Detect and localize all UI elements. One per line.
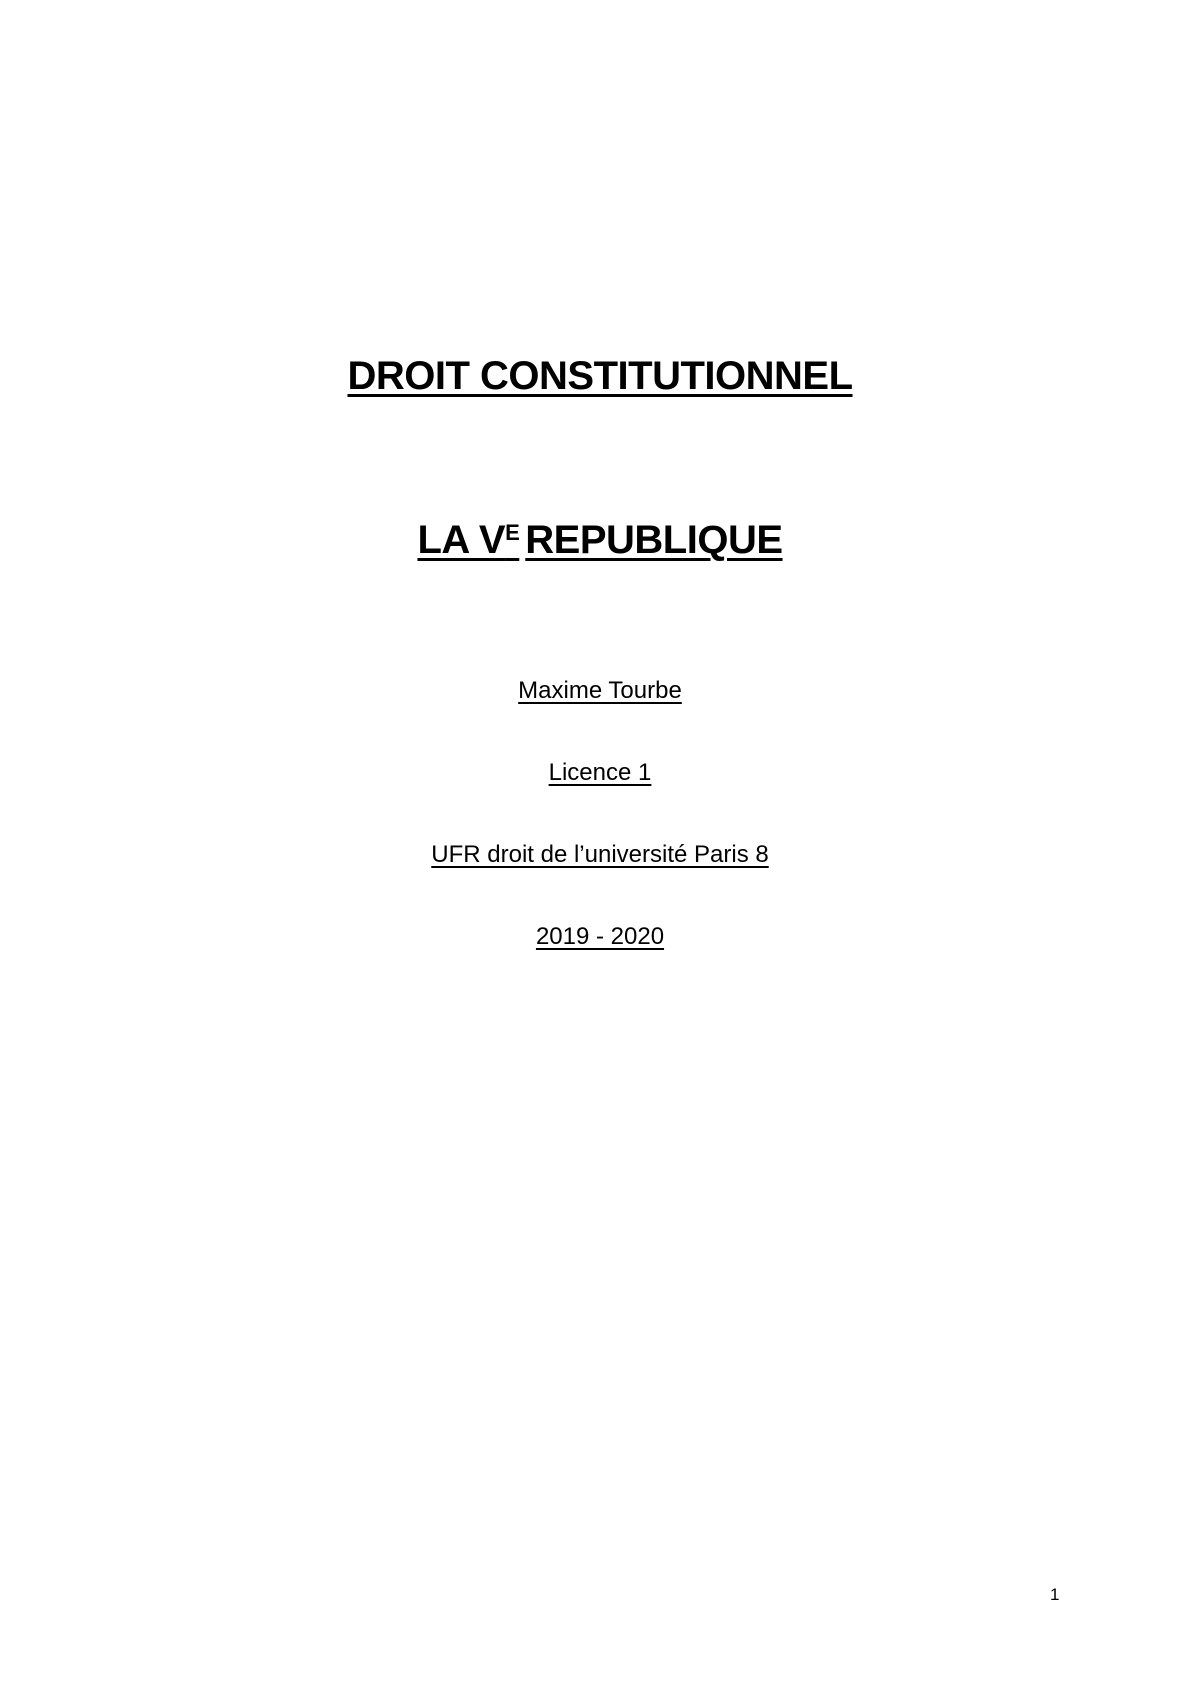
institution-name: UFR droit de l’université Paris 8	[431, 841, 769, 868]
subtitle-suffix: REPUBLIQUE	[525, 518, 783, 562]
academic-year: 2019 - 2020	[535, 923, 665, 950]
subtitle-superscript: E	[505, 520, 520, 545]
document-subtitle	[0, 518, 1200, 563]
author-name: Maxime Tourbe	[518, 677, 682, 704]
subtitle-prefix: LA V	[417, 518, 506, 562]
study-level: Licence 1	[548, 759, 652, 786]
page-number: 1	[1050, 1585, 1060, 1604]
document-title: DROIT CONSTITUTIONNEL	[347, 354, 853, 398]
